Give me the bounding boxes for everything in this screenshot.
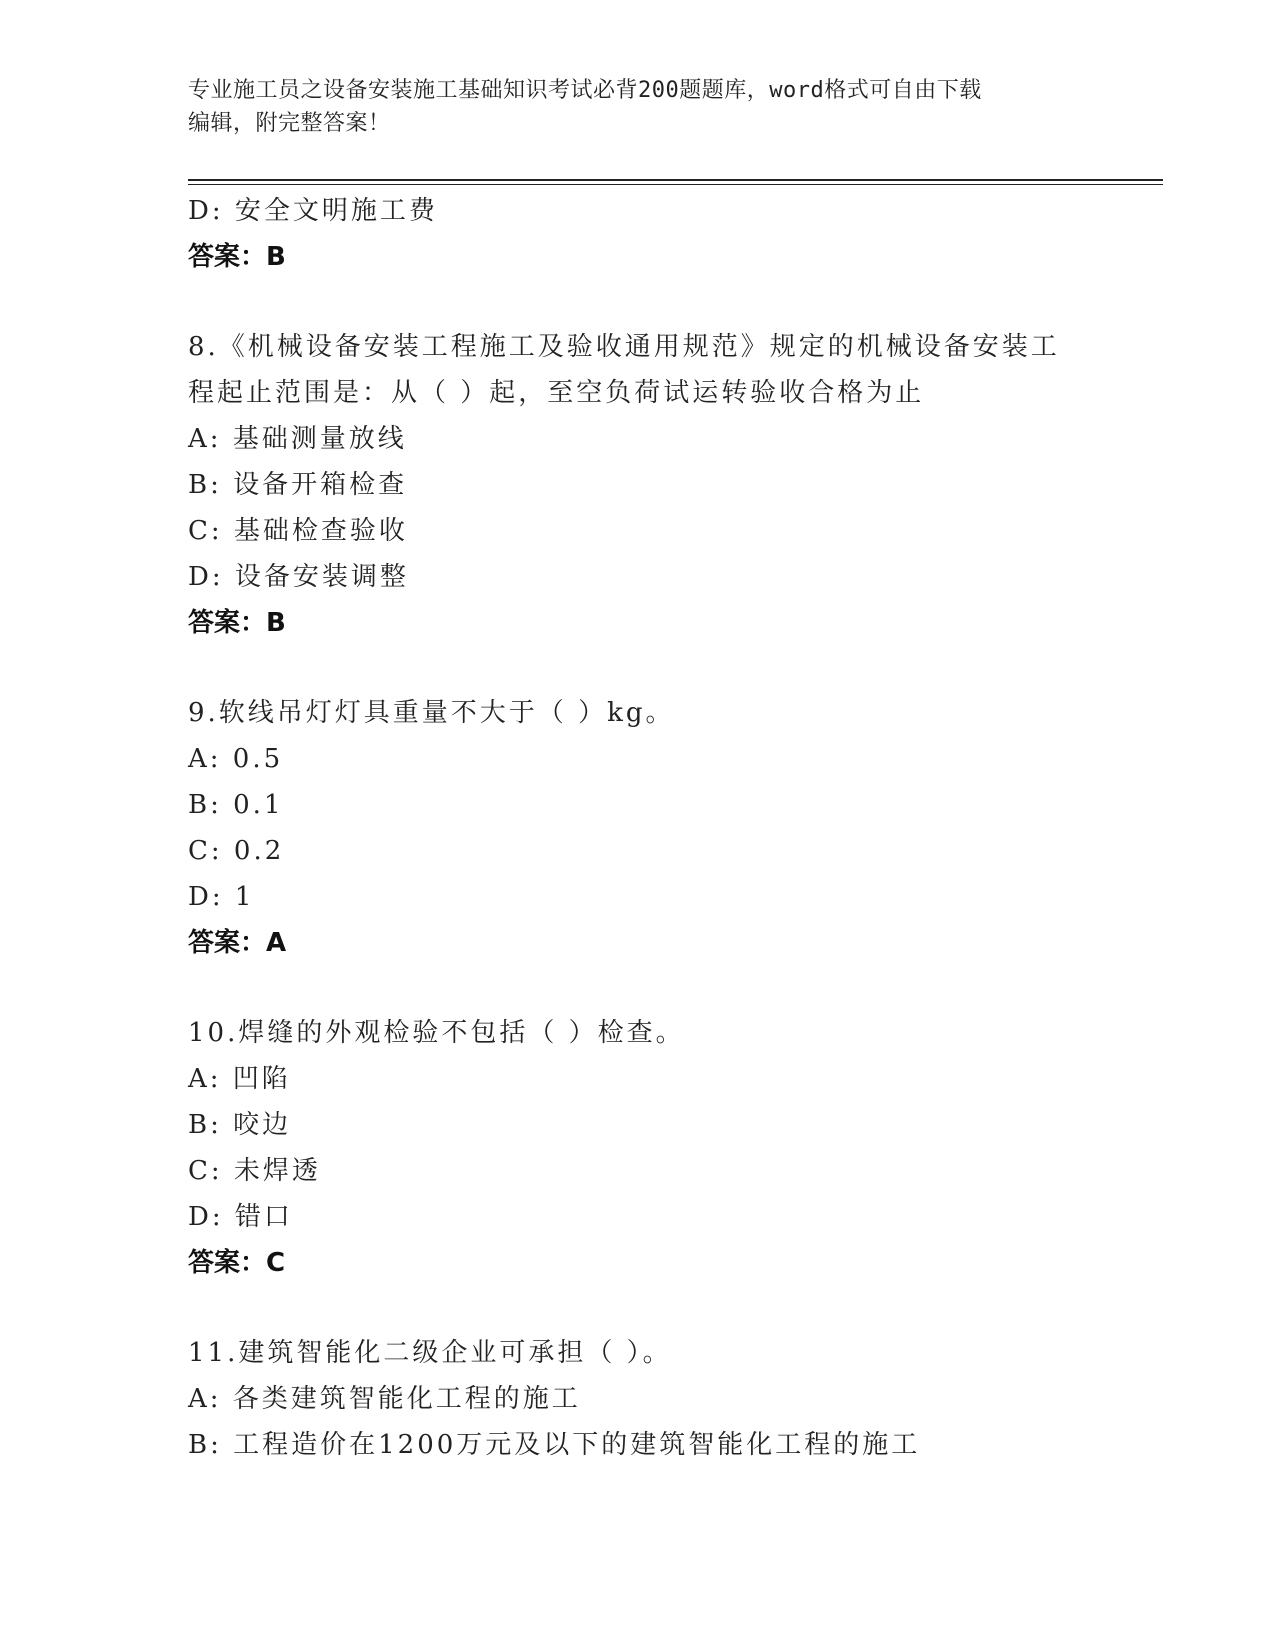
document-body <box>188 188 1148 1468</box>
option-a: A: 0.5 <box>188 744 284 774</box>
option-d: D: 设备安装调整 <box>188 562 409 592</box>
option-b: B: 工程造价在1200万元及以下的建筑智能化工程的施工 <box>188 1430 921 1460</box>
option-a: A: 凹陷 <box>188 1064 291 1094</box>
page-header <box>188 74 1088 140</box>
question-8-line2: 程起止范围是：从（ ）起，至空负荷试运转验收合格为止 <box>188 378 925 408</box>
option-d: D: 安全文明施工费 <box>188 196 438 226</box>
answer-label: 答案：B <box>188 608 286 638</box>
header-title-line2: 编辑，附完整答案！ <box>188 111 391 136</box>
option-b: B: 0.1 <box>188 790 284 820</box>
option-d: D: 1 <box>188 882 255 912</box>
question-9 <box>188 690 1148 966</box>
option-b: B: 设备开箱检查 <box>188 470 408 500</box>
question-11-text: 11.建筑智能化二级企业可承担（ ）。 <box>188 1338 672 1368</box>
answer-label: 答案：B <box>188 242 286 272</box>
answer-label: 答案：C <box>188 1248 286 1278</box>
header-title-line1: 专业施工员之设备安装施工基础知识考试必背200题题库，word格式可自由下载 <box>188 78 982 103</box>
option-c: C: 基础检查验收 <box>188 516 408 546</box>
answer-label: 答案：A <box>188 928 287 958</box>
question-8-line1: 8.《机械设备安装工程施工及验收通用规范》规定的机械设备安装工 <box>188 332 1060 362</box>
question-9-text: 9.软线吊灯灯具重量不大于（ ）kg。 <box>188 698 675 728</box>
question-10-text: 10.焊缝的外观检验不包括（ ）检查。 <box>188 1018 685 1048</box>
option-a: A: 基础测量放线 <box>188 424 407 454</box>
option-a: A: 各类建筑智能化工程的施工 <box>188 1384 581 1414</box>
option-c: C: 0.2 <box>188 836 285 866</box>
header-divider <box>188 179 1163 185</box>
question-8 <box>188 324 1148 646</box>
question-fragment-top <box>188 188 1148 280</box>
option-b: B: 咬边 <box>188 1110 292 1140</box>
question-10 <box>188 1010 1148 1286</box>
question-11 <box>188 1330 1148 1468</box>
option-c: C: 未焊透 <box>188 1156 321 1186</box>
option-d: D: 错口 <box>188 1202 293 1232</box>
